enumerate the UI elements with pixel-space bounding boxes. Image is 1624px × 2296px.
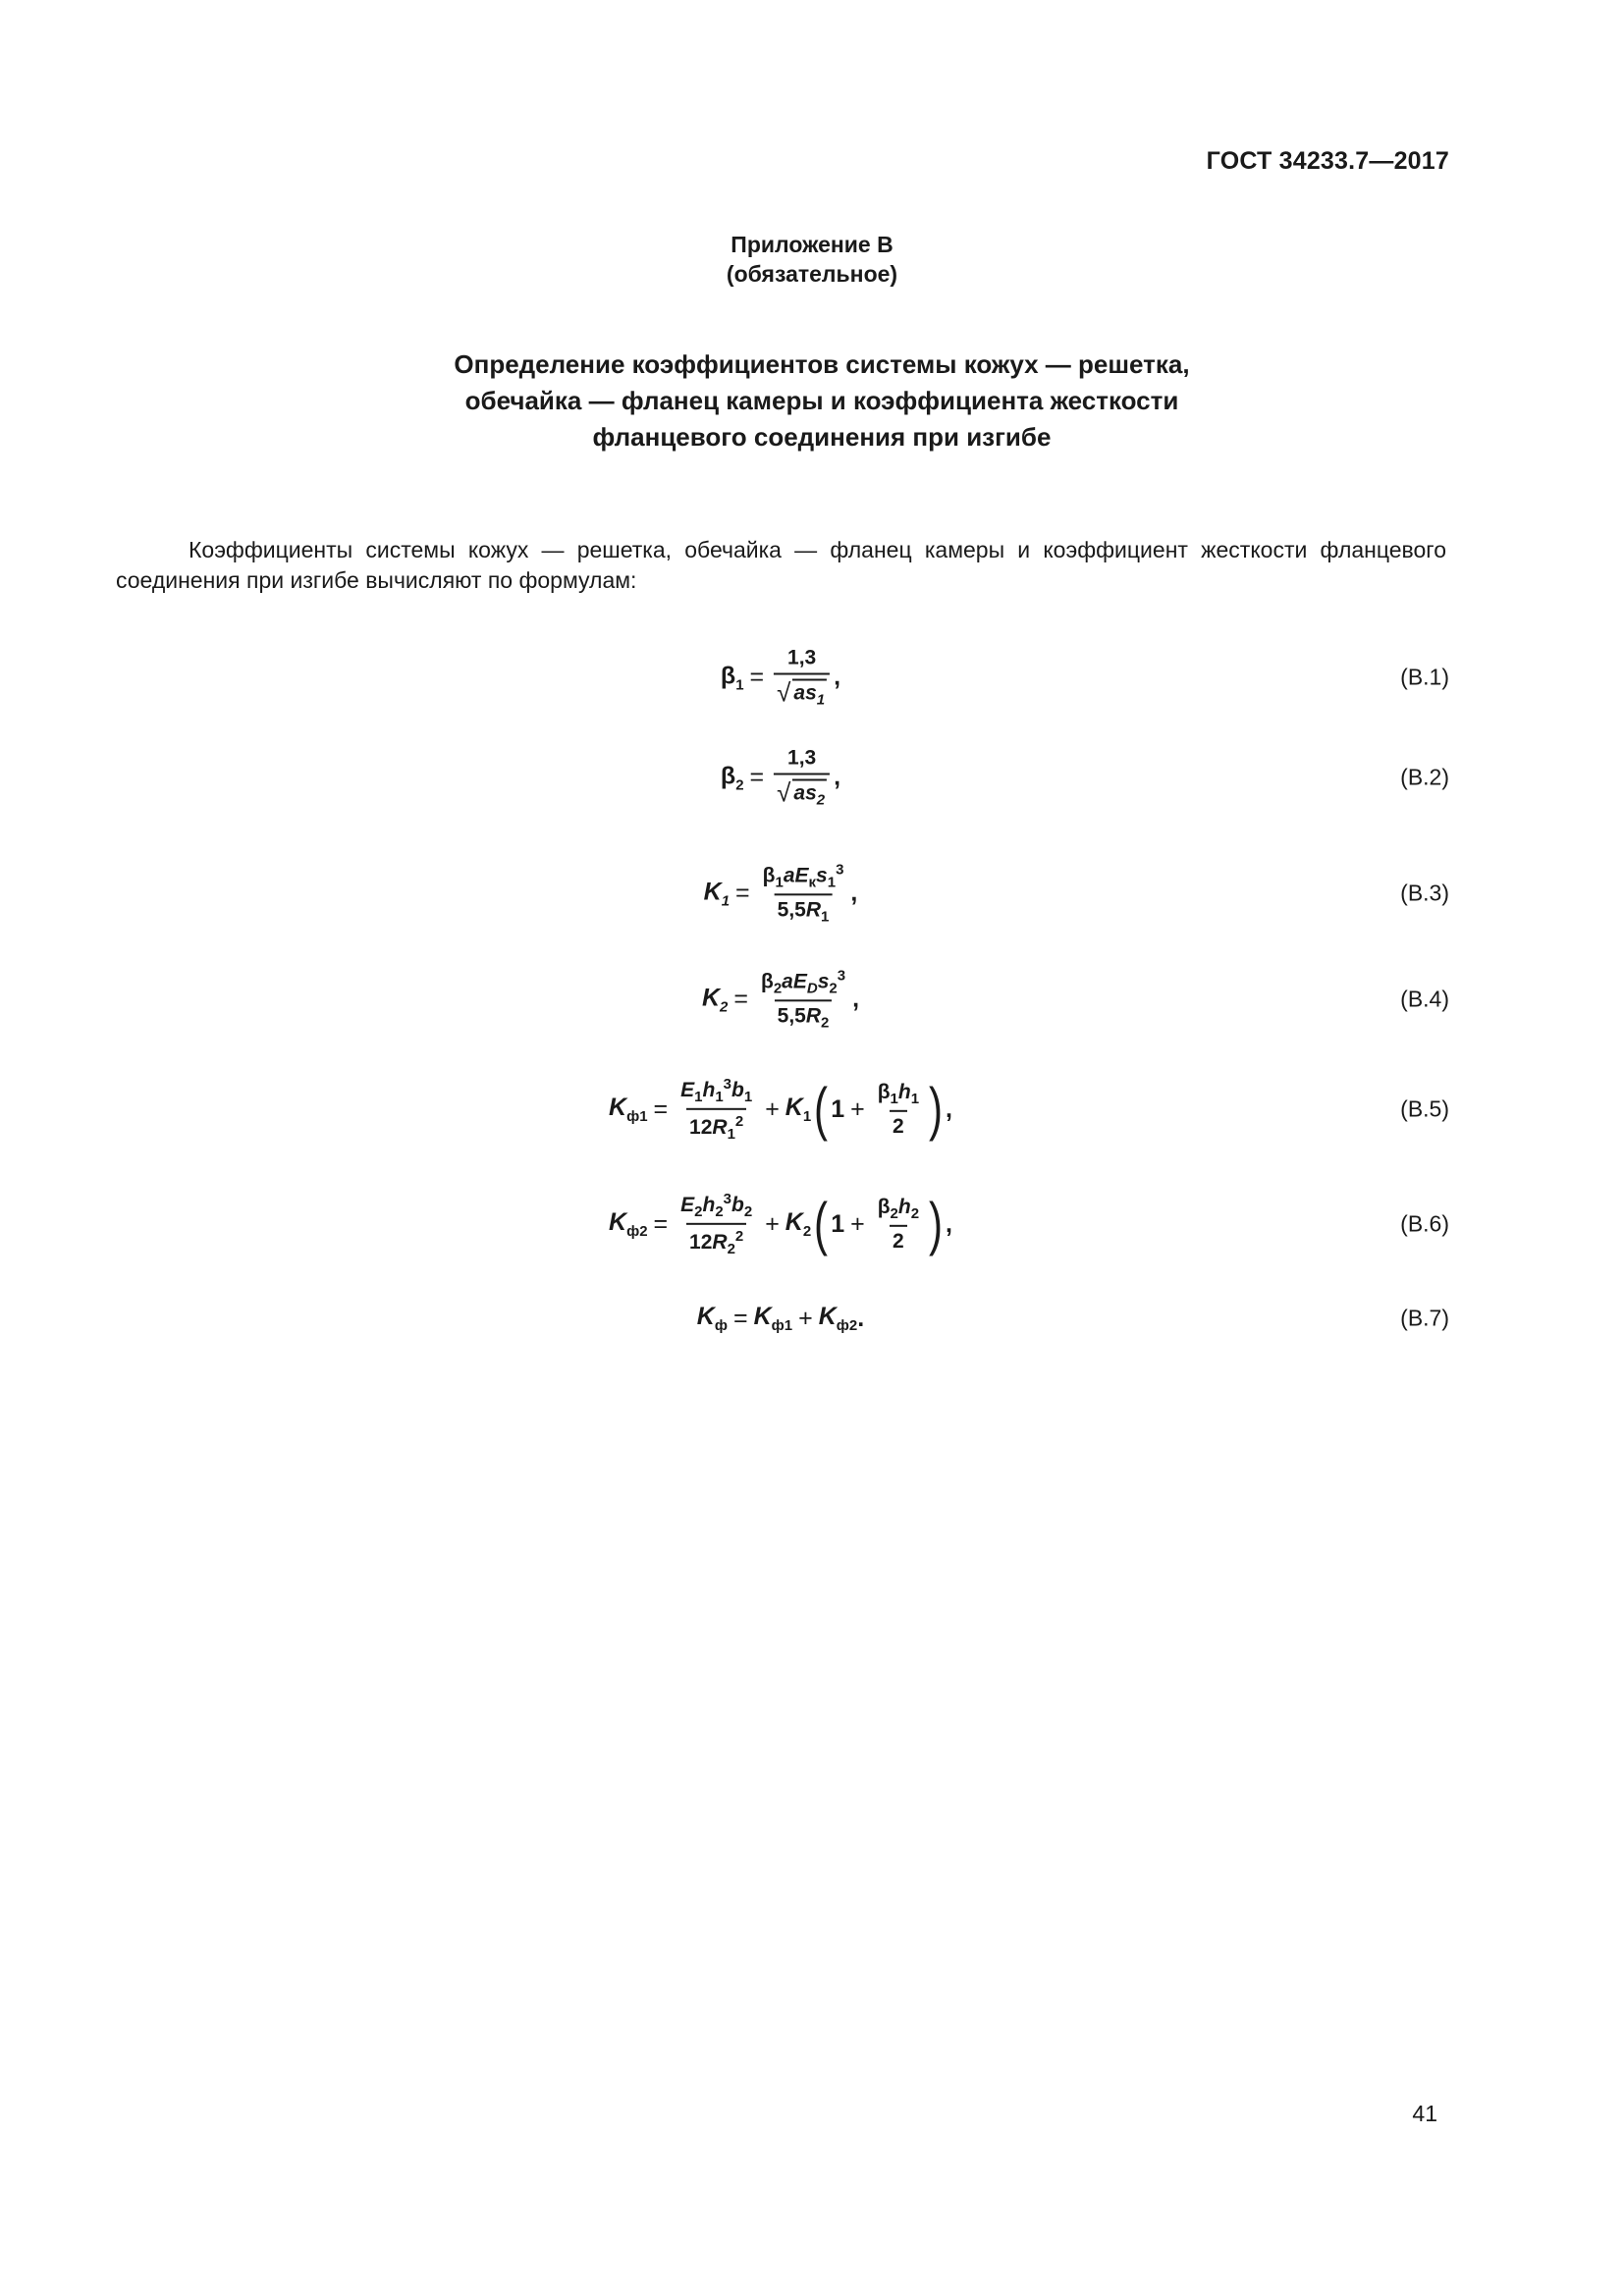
appendix-status: (обязательное) (726, 261, 898, 287)
b6-two: 2 (890, 1225, 907, 1254)
title-line-3: фланцевого соединения при изгибе (592, 422, 1052, 452)
appendix-label: Приложение В (731, 232, 893, 257)
title-line-1: Определение коэффициентов системы кожух — решетка, (454, 349, 1190, 379)
equation-number-b3: (В.3) (1400, 880, 1449, 906)
b6-one: 1 (831, 1209, 845, 1238)
formula-b6: $K_{ф2}$ = $\frac{E_2h_2^3b_2}{12R_2^2}$ + $K_2$ ( 1 + $\frac{\beta_2h_2}{2}$ ) , (609, 1190, 952, 1258)
appendix-heading (0, 230, 1624, 289)
b3-denominator-constant: 5,5 (777, 898, 806, 922)
equation-number-b5: (В.5) (1400, 1095, 1449, 1122)
formula-b1: $\beta_1$ = 1,3 √ $as_1$ , (720, 646, 841, 709)
page-number: 41 (1412, 2101, 1437, 2126)
formula-b7: $K_ф$ = $K_{ф1}$ + $K_{ф2}$ . (696, 1303, 865, 1334)
standard-number: ГОСТ 34233.7—2017 (1206, 147, 1449, 175)
b5-one: 1 (831, 1095, 845, 1123)
equation-number-b2: (В.2) (1400, 764, 1449, 790)
title-line-2: обечайка — фланец камеры и коэффициента жесткости (464, 386, 1179, 415)
b2-numerator: 1,3 (787, 746, 817, 770)
equation-number-b6: (В.6) (1400, 1210, 1449, 1237)
b1-numerator: 1,3 (787, 646, 817, 669)
equation-number-b4: (В.4) (1400, 986, 1449, 1012)
b5-denominator-constant: 12 (689, 1116, 713, 1139)
formula-b5: $K_{ф1}$ = $\frac{E_1h_1^3b_1}{12R_1^2}$ + $K_1$ ( 1 + $\frac{\beta_1h_1}{2}$ ) , (609, 1075, 952, 1144)
b5-two: 2 (890, 1110, 907, 1139)
equation-number-b7: (В.7) (1400, 1305, 1449, 1331)
section-title (0, 347, 1624, 455)
equation-number-b1: (В.1) (1400, 664, 1449, 690)
formula-b2: $\beta_2$ = 1,3 √ $as_2$ , (720, 746, 841, 809)
intro-paragraph: Коэффициенты системы кожух — решетка, обечайка — фланец камеры и коэффициент жесткости фланцевого соединения при изгибе вычисляют по формулам: (116, 537, 1446, 593)
formula-b4: $K_2$ = $\frac{\beta_2aE_Ds_2^3}{5,5R_2}$ , (701, 967, 860, 1032)
b4-denominator-constant: 5,5 (777, 1004, 806, 1028)
formula-b3: $K_1$ = $\frac{\beta_1aE_кs_1^3}{5,5R_1}$ , (703, 861, 858, 926)
b6-denominator-constant: 12 (689, 1231, 713, 1254)
